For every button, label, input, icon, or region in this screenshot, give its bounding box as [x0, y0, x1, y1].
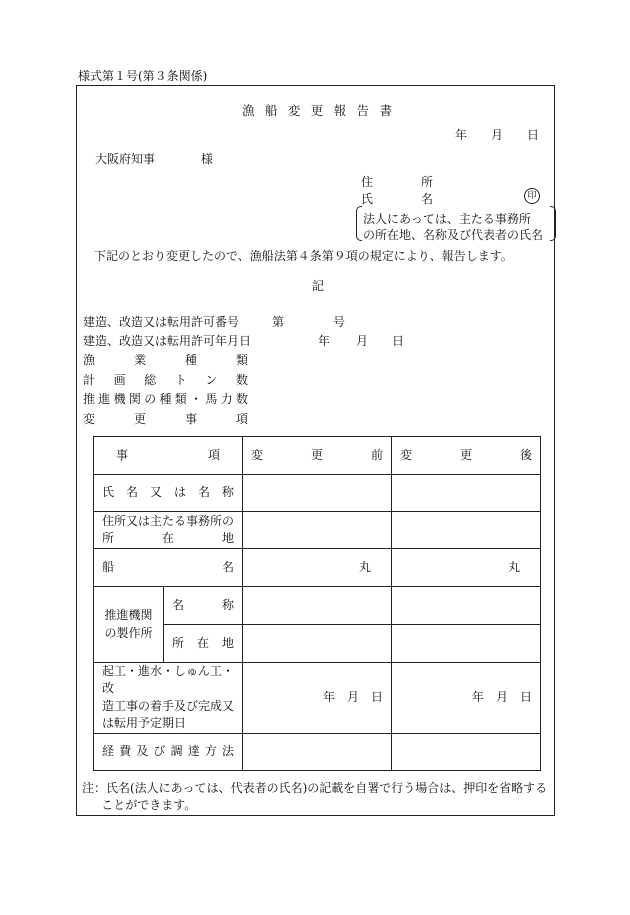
permit-date-day: 日 — [392, 334, 405, 348]
left-bracket — [356, 206, 362, 241]
addressee-name: 大阪府知事 — [95, 152, 156, 166]
row-cost-after[interactable] — [392, 733, 541, 770]
row-maker-location-after[interactable] — [392, 625, 541, 663]
row-address-after[interactable] — [392, 512, 541, 549]
row-maker-location-before[interactable] — [243, 625, 392, 663]
permit-date-label: 建造、改造又は転用許可年月日 — [83, 334, 252, 348]
row-name-label: 氏 名 又 は 名 称 — [94, 475, 243, 512]
seal-mark: 印 — [524, 188, 540, 204]
row-address-label: 住所又は主たる事務所の 所 在 地 — [94, 512, 243, 549]
row-maker-name-before[interactable] — [243, 587, 392, 625]
row-cost-label: 経 費 及 び 調 達 方 法 — [94, 733, 243, 770]
row-address-before[interactable] — [243, 512, 392, 549]
row-maker-name-label: 名 称 — [164, 587, 243, 625]
row-cost-before[interactable] — [243, 733, 392, 770]
permit-number-go: 号 — [333, 315, 346, 329]
engine-label: 推 進 機 関 の 種 類 ・ 馬 力 数 — [83, 392, 248, 406]
row-maker-name-after[interactable] — [392, 587, 541, 625]
header-item: 事 項 — [94, 437, 243, 475]
row-name-after[interactable] — [392, 475, 541, 512]
ki-heading: 記 — [312, 279, 325, 293]
applicant-address-label: 住 所 — [361, 175, 433, 189]
change-table — [93, 436, 541, 771]
permit-date-year: 年 — [318, 334, 331, 348]
row-ship-before[interactable]: 丸 — [243, 549, 392, 587]
right-bracket — [550, 206, 556, 241]
fishery-type-label: 漁 業 種 類 — [83, 353, 248, 367]
intro-text: 下記のとおり変更したので、漁船法第４条第９項の規定により、報告します。 — [94, 249, 513, 263]
row-schedule-after[interactable]: 年 月 日 — [392, 663, 541, 734]
table-row — [94, 587, 541, 625]
addressee-honorific: 様 — [200, 152, 213, 166]
row-maker-label: 推進機関 の製作所 — [94, 587, 164, 663]
permit-number-label: 建造、改造又は転用許可番号 — [83, 315, 240, 329]
addressee — [95, 153, 213, 165]
footnote: 注：氏名(法人にあっては、代表者の氏名)の記載を自署で行う場合は、押印を省略することができます。 — [82, 781, 548, 812]
row-ship-after[interactable]: 丸 — [392, 549, 541, 587]
row-name-before[interactable] — [243, 475, 392, 512]
tonnage-label: 計 画 総 ト ン 数 — [83, 373, 248, 387]
header-before: 変 更 前 — [243, 437, 392, 475]
header-after: 変 更 後 — [392, 437, 541, 475]
row-ship-label: 船 名 — [94, 549, 243, 587]
document-title: 漁 船 変 更 報 告 書 — [242, 103, 392, 118]
permit-number-dai: 第 — [272, 315, 285, 329]
row-schedule-label: 起工・進水・しゅん工・改 造工事の着手及び完成又 は転用予定期日 — [94, 663, 243, 734]
table-row — [94, 663, 541, 734]
row-schedule-before[interactable]: 年 月 日 — [243, 663, 392, 734]
applicant-name-label: 氏 名 — [361, 192, 433, 206]
row-maker-location-label: 所 在 地 — [164, 625, 243, 663]
corporation-note: 法人にあっては、主たる事務所 の所在地、名称及び代表者の氏名 — [356, 206, 556, 240]
table-row — [94, 549, 541, 587]
report-date: 年 月 日 — [455, 128, 539, 142]
permit-date-month: 月 — [356, 334, 369, 348]
change-items-label: 変 更 事 項 — [83, 412, 248, 426]
table-header-row — [94, 437, 541, 475]
table-row — [94, 475, 541, 512]
table-row — [94, 512, 541, 549]
table-row — [94, 733, 541, 770]
form-number: 様式第１号(第３条関係) — [78, 69, 208, 83]
